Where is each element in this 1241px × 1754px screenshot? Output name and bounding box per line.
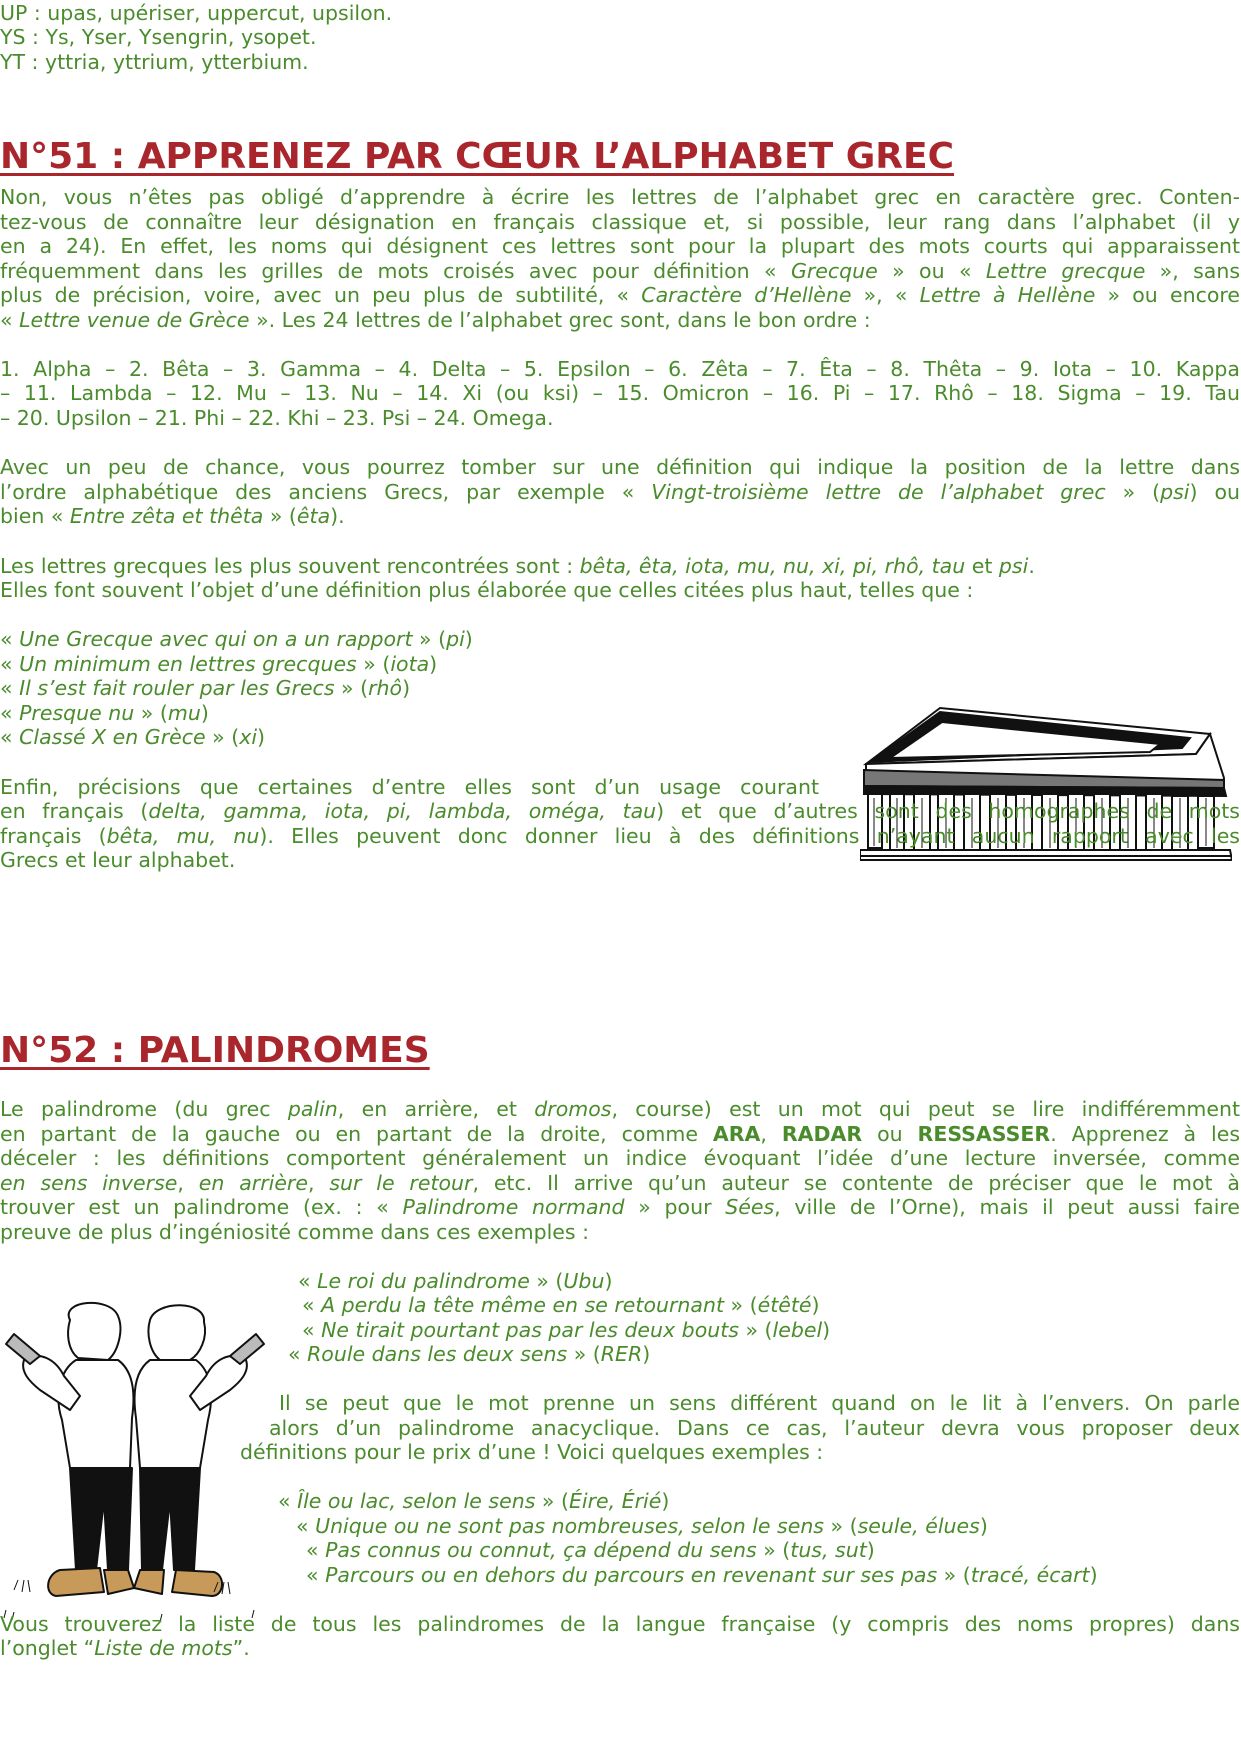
top-line-ys: YS : Ys, Yser, Ysengrin, ysopet. — [0, 25, 317, 49]
section-51-title: N°51 : APPRENEZ PAR CŒUR L’ALPHABET GREC — [0, 136, 955, 177]
s52-p3-line1: Vous trouverez la liste de tous les palindromes de la langue française (y compris des noms propres) dans — [0, 1612, 1240, 1636]
s51-p1-line3: en a 24). En effet, les noms qui désignent ces lettres sont pour la plupart des mots courts qui apparaissent — [0, 234, 1240, 258]
s51-alphabet-line1: 1. Alpha – 2. Bêta – 3. Gamma – 4. Delta – 5. Epsilon – 6. Zêta – 7. Êta – 8. Thêta – 9. Iota – 10. Kappa — [0, 357, 1240, 381]
section-52-title: N°52 : PALINDROMES — [0, 1030, 430, 1071]
s52-example-anacyclic: « Île ou lac, selon le sens » (Éire, Érié) — [278, 1489, 670, 1513]
s52-example: « Ne tirait pourtant pas par les deux bouts » (lebel) — [302, 1318, 831, 1342]
s52-example-anacyclic: « Parcours ou en dehors du parcours en revenant sur ses pas » (tracé, écart) — [306, 1563, 1098, 1587]
s52-p2-line1: Il se peut que le mot prenne un sens différent quand on le lit à l’envers. On parle — [279, 1391, 1240, 1415]
s51-example: « Presque nu » (mu) — [0, 701, 209, 725]
top-line-yt: YT : yttria, yttrium, ytterbium. — [0, 50, 309, 74]
s52-example: « Le roi du palindrome » (Ubu) — [298, 1269, 613, 1293]
s52-p3-line2: l’onglet “Liste de mots”. — [0, 1636, 250, 1660]
s52-p1-line3: déceler : les définitions comportent généralement un indice évoquant l’idée d’une lecture inversée, comme — [0, 1146, 1240, 1170]
s52-example: « A perdu la tête même en se retournant » (étêté) — [302, 1293, 820, 1317]
s51-p1-line1: Non, vous n’êtes pas obligé d’apprendre à écrire les lettres de l’alphabet grec en caractère grec. Conten- — [0, 185, 1240, 209]
s52-p2-line3: définitions pour le prix d’une ! Voici quelques exemples : — [240, 1440, 824, 1464]
s51-alphabet-line2: – 11. Lambda – 12. Mu – 13. Nu – 14. Xi (ou ksi) – 15. Omicron – 16. Pi – 17. Rhô – 18. Sigma – 19. Tau — [0, 381, 1240, 405]
s51-p1-line6: « Lettre venue de Grèce ». Les 24 lettres de l’alphabet grec sont, dans le bon ordre : — [0, 308, 871, 332]
s51-p2-line1: Avec un peu de chance, vous pourrez tomber sur une définition qui indique la position de la lettre dans — [0, 455, 1240, 479]
s51-p3-line1: Les lettres grecques les plus souvent rencontrées sont : bêta, êta, iota, mu, nu, xi, pi, rhô, tau et psi. — [0, 554, 1035, 578]
s52-example-anacyclic: « Unique ou ne sont pas nombreuses, selon le sens » (seule, élues) — [296, 1514, 988, 1538]
s51-example: « Une Grecque avec qui on a un rapport » (pi) — [0, 627, 473, 651]
s52-example-anacyclic: « Pas connus ou connut, ça dépend du sens » (tus, sut) — [306, 1538, 875, 1562]
s51-p4-line3: français (bêta, mu, nu). Elles peuvent donc donner lieu à des définitions n’ayant aucun rapport avec les — [0, 824, 1240, 848]
s51-example: « Un minimum en lettres grecques » (iota) — [0, 652, 438, 676]
s51-p1-line5: plus de précision, voire, avec un peu plus de subtilité, « Caractère d’Hellène », « Lettre à Hellène » ou encore — [0, 283, 1240, 307]
s52-p2-line2: alors d’un palindrome anacyclique. Dans ce cas, l’auteur devra vous proposer deux — [269, 1416, 1240, 1440]
s51-p4-line1: Enfin, précisions que certaines d’entre elles sont d’un usage courant — [0, 775, 819, 799]
s51-p2-line3: bien « Entre zêta et thêta » (êta). — [0, 504, 345, 528]
s51-p3-line2: Elles font souvent l’objet d’une définition plus élaborée que celles citées plus haut, telles que : — [0, 578, 974, 602]
s52-p1-line4: en sens inverse, en arrière, sur le retour, etc. Il arrive qu’un auteur se contente de préciser que le mot à — [0, 1171, 1240, 1195]
s51-alphabet-line3: – 20. Upsilon – 21. Phi – 22. Khi – 23. Psi – 24. Omega. — [0, 406, 554, 430]
s52-p1-line6: preuve de plus d’ingéniosité comme dans ces exemples : — [0, 1220, 589, 1244]
top-line-up: UP : upas, upériser, uppercut, upsilon. — [0, 1, 393, 25]
s52-example: « Roule dans les deux sens » (RER) — [288, 1342, 651, 1366]
s51-p4-line2: en français (delta, gamma, iota, pi, lambda, oméga, tau) et que d’autres sont des homographes de mots — [0, 799, 1240, 823]
s52-p1-line1: Le palindrome (du grec palin, en arrière, et dromos, course) est un mot qui peut se lire indifféremment — [0, 1097, 1240, 1121]
duelists-icon — [0, 1300, 270, 1630]
s52-p1-line2: en partant de la gauche ou en partant de la droite, comme ARA, RADAR ou RESSASSER. Apprenez à les — [0, 1122, 1240, 1146]
s51-p4-line4: Grecs et leur alphabet. — [0, 848, 236, 872]
s51-p2-line2: l’ordre alphabétique des anciens Grecs, par exemple « Vingt-troisième lettre de l’alphabet grec » (psi) ou — [0, 480, 1241, 504]
s51-p1-line2: tez-vous de connaître leur désignation en français classique et, si possible, leur rang dans l’alphabet (il y — [0, 210, 1240, 234]
s51-example: « Il s’est fait rouler par les Grecs » (rhô) — [0, 676, 411, 700]
s51-p1-line4: fréquemment dans les grilles de mots croisés avec pour définition « Grecque » ou « Lettre grecque », sans — [0, 259, 1241, 283]
s52-p1-line5: trouver est un palindrome (ex. : « Palindrome normand » pour Sées, ville de l’Orne), mais il peut aussi faire — [0, 1195, 1241, 1219]
s51-example: « Classé X en Grèce » (xi) — [0, 725, 266, 749]
